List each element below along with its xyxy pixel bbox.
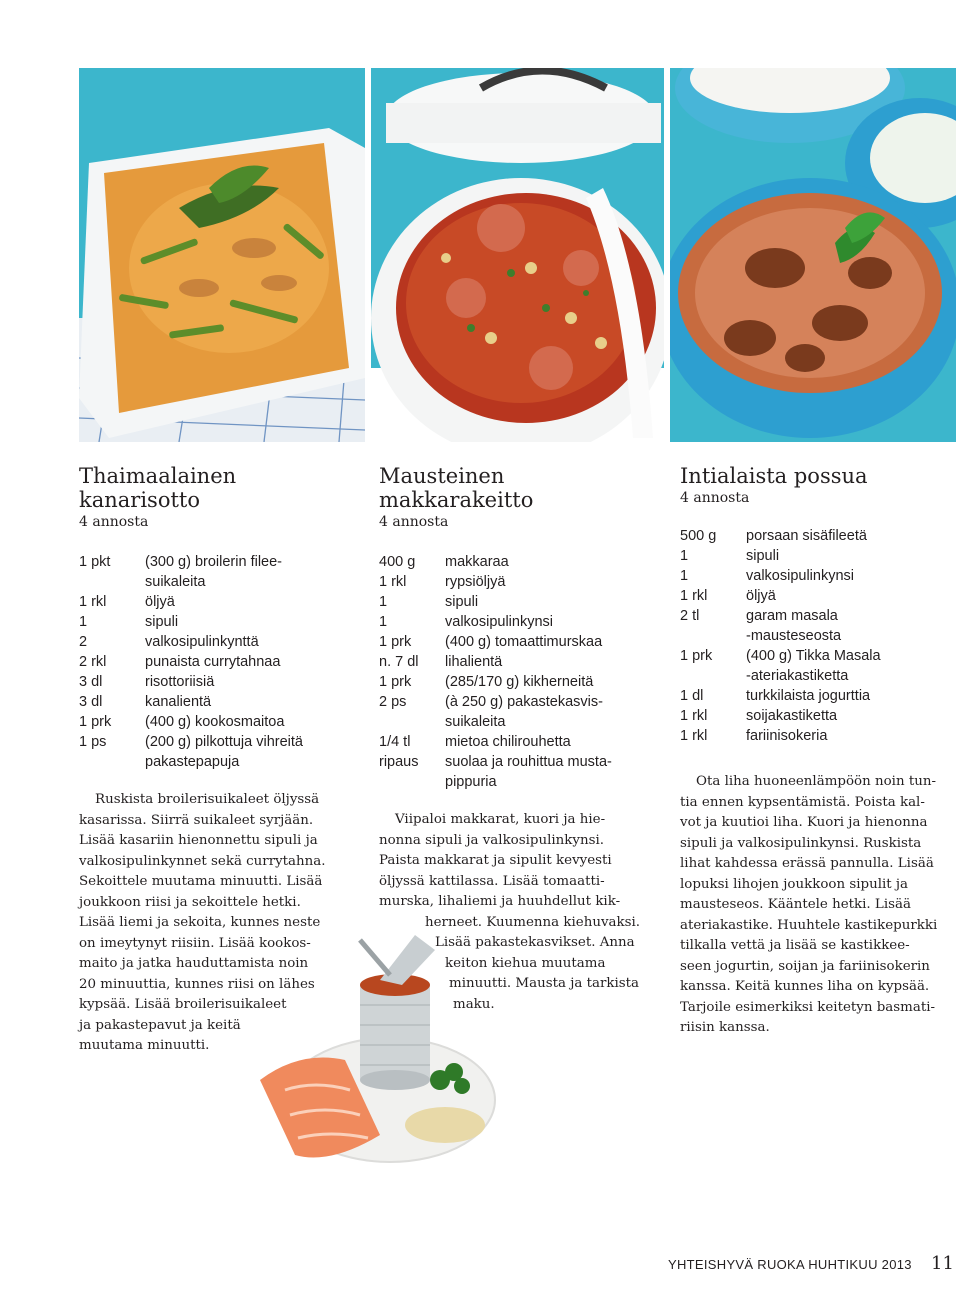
ingredient-row: 1 valkosipulinkynsi [680, 568, 854, 584]
ingredients-cutout-photo [240, 930, 500, 1170]
ingredient-row: 2 valkosipulinkynttä [79, 634, 259, 650]
ingredient-row: 2 tl garam masala [680, 608, 838, 624]
ingredient-row: 1 rkl öljyä [79, 594, 175, 610]
title-line: Intialaista possua [680, 464, 868, 488]
ingredient-row: 3 dl kanalientä [79, 694, 212, 710]
risotto-photo [79, 68, 365, 442]
ingredient-row: 1 sipuli [379, 594, 479, 610]
ingredient-row: 1 rkl soijakastiketta [680, 708, 838, 724]
title-line: kanarisotto [79, 488, 200, 512]
servings: 4 annosta [680, 490, 750, 506]
recipe-title [379, 464, 669, 512]
ingredient-list [379, 552, 669, 792]
ingredient-row: pippuria [445, 774, 497, 790]
ingredient-row: 1 prk (285/170 g) kikherneitä [379, 674, 594, 690]
ingredient-row: suikaleita [445, 714, 506, 730]
recipe-title [680, 464, 960, 488]
title-line: makkarakeitto [379, 488, 534, 512]
ingredient-row: pakastepapuja [145, 754, 240, 770]
title-line: Mausteinen [379, 464, 505, 488]
magazine-footer: YHTEISHYVÄ RUOKA HUHTIKUU 2013 [668, 1257, 912, 1272]
ingredient-row: 1 valkosipulinkynsi [379, 614, 553, 630]
recipe-indian-pork [680, 464, 960, 1039]
method-text: Ruskista broilerisuikaleet öljyssä kasarissa. Siirrä suikaleet syrjään. Lisää kasariin hienonnettu sipuli ja valkosipulinkynnet sekä currytahna. Sekoittele muutama minuutti. Lisää joukkoon riisi ja sekoittele hetki. Lisää liemi ja sekoita, kunnes neste on imeytynyt riisiin. Lisää kookos- maito ja jatka hauduttamista noin 20 minuuttia, kunnes riisi on lähes kypsää. Lisää broilerisuikaleet ja pakastepavut ja keitä muutama minuutti. [79, 792, 326, 1053]
ingredient-row: -ateriakastiketta [746, 668, 849, 684]
indian-pork-photo [670, 68, 956, 442]
ingredient-row: -mausteseosta [746, 628, 842, 644]
method-text: Ota liha huoneenlämpöön noin tun- tia ennen kypsentämistä. Poista kal- vot ja kuutioi liha. Kuori ja hienonna sipuli ja valkosipulinkynsi. Ruskista lihat kahdessa erässä pannulla. Lisää lopuksi lihojen joukkoon sipulit ja mausteseos. Kääntele hetki. Lisää ateriakastike. Huuhtele kastikepurkki tilkalla vettä ja lisää se kastikkee- seen jogurtin, soijan ja fariinisokerin kanssa. Keitä kunnes liha on kypsää. Tarjoile esimerkiksi keitetyn basmati- riisin kanssa. [680, 774, 938, 1035]
ingredient-row: 2 rkl punaista currytahnaa [79, 654, 281, 670]
sausage-soup-photo [371, 68, 664, 442]
ingredient-row: 1 rkl öljyä [680, 588, 776, 604]
servings: 4 annosta [379, 514, 449, 530]
page-number: 11 [931, 1253, 954, 1274]
servings: 4 annosta [79, 514, 149, 530]
ingredient-row: 500 g porsaan sisäfileetä [680, 528, 867, 544]
ingredient-row: 2 ps (à 250 g) pakastekasvis- [379, 694, 603, 710]
ingredient-row: 1 rkl rypsiöljyä [379, 574, 506, 590]
method-text: Viipaloi makkarat, kuori ja hie- nonna sipuli ja valkosipulinkynsi. Paista makkarat ja sipulit kevyesti öljyssä kattilassa. Lisää tomaatti- murska, lihaliemi ja huuhdellut kik- herneet. Kuumenna kiehuvaksi. Lisää pakastekasvikset. Anna keiton kiehua muutama minuutti. Mausta ja tarkista maku. [379, 812, 641, 1012]
ingredient-row: ripaus suolaa ja rouhittua musta- [379, 754, 612, 770]
ingredient-row: 1 prk (400 g) tomaattimurskaa [379, 634, 603, 650]
ingredient-row: 1 prk (400 g) kookosmaitoa [79, 714, 285, 730]
ingredient-row: 1 ps (200 g) pilkottuja vihreitä [79, 734, 303, 750]
ingredient-row: 1/4 tl mietoa chilirouhetta [379, 734, 571, 750]
ingredient-row: 400 g makkaraa [379, 554, 509, 570]
ingredient-row: n. 7 dl lihalientä [379, 654, 503, 670]
ingredient-row: 1 prk (400 g) Tikka Masala [680, 648, 881, 664]
ingredient-row: 1 rkl fariinisokeria [680, 728, 828, 744]
title-line: Thaimaalainen [79, 464, 237, 488]
recipe-title [79, 464, 359, 512]
ingredient-list [680, 526, 960, 746]
ingredient-list [79, 552, 359, 772]
ingredient-row: suikaleita [145, 574, 206, 590]
ingredient-row: 1 dl turkkilaista jogurttia [680, 688, 871, 704]
ingredient-row: 1 pkt (300 g) broilerin filee- [79, 554, 283, 570]
ingredient-row: 3 dl risottoriisiä [79, 674, 215, 690]
ingredient-row: 1 sipuli [79, 614, 179, 630]
ingredient-row: 1 sipuli [680, 548, 780, 564]
